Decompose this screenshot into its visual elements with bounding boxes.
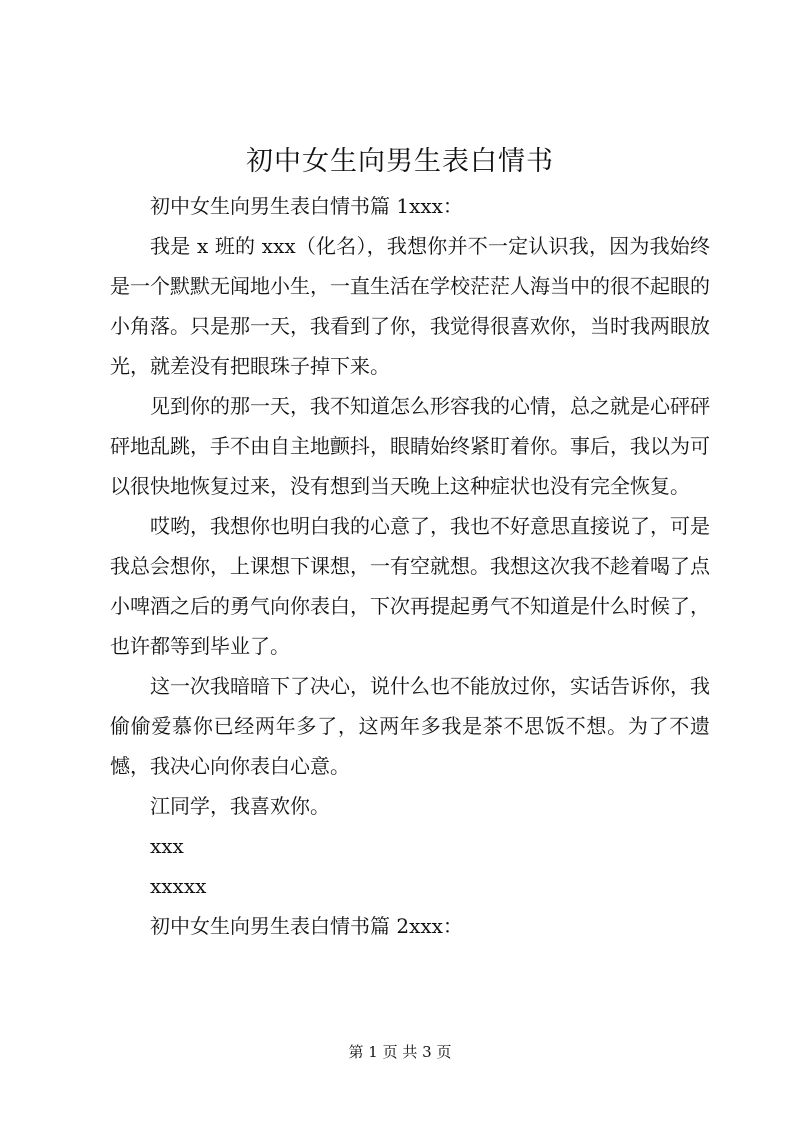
- page-footer: 第 1 页 共 3 页: [348, 1043, 452, 1061]
- section-heading-2: 初中女生向男生表白情书篇 2xxx：: [150, 914, 463, 938]
- document-title: 初中女生向男生表白情书: [246, 146, 554, 177]
- paragraph: 哎哟，我想你也明白我的心意了，我也不好意思直接说了，可是我总会想你，上课想下课想，一有空就想。我想这次我不趁着喝了点小啤酒之后的勇气向你表白，下次再提起勇气不知道是什么时候了，也许都等到毕业了。: [110, 514, 710, 658]
- document-body: [110, 186, 710, 946]
- section-heading-1: 初中女生向男生表白情书篇 1xxx：: [150, 194, 463, 218]
- paragraph: 见到你的那一天，我不知道怎么形容我的心情，总之就是心砰砰砰地乱跳，手不由自主地颤抖，眼睛始终紧盯着你。事后，我以为可以很快地恢复过来，没有想到当天晚上这种症状也没有完全恢复。: [110, 394, 710, 498]
- signature-line: xxxxx: [150, 874, 207, 898]
- paragraph: 我是 x 班的 xxx（化名），我想你并不一定认识我，因为我始终是一个默默无闻地小生，一直生活在学校茫茫人海当中的很不起眼的小角落。只是那一天，我看到了你，我觉得很喜欢你，当时我两眼放光，就差没有把眼珠子掉下来。: [110, 234, 710, 378]
- signature-line: xxx: [150, 834, 184, 858]
- paragraph: 这一次我暗暗下了决心，说什么也不能放过你，实话告诉你，我偷偷爱慕你已经两年多了，这两年多我是茶不思饭不想。为了不遗憾，我决心向你表白心意。: [110, 674, 710, 778]
- paragraph: 江同学，我喜欢你。: [150, 794, 330, 818]
